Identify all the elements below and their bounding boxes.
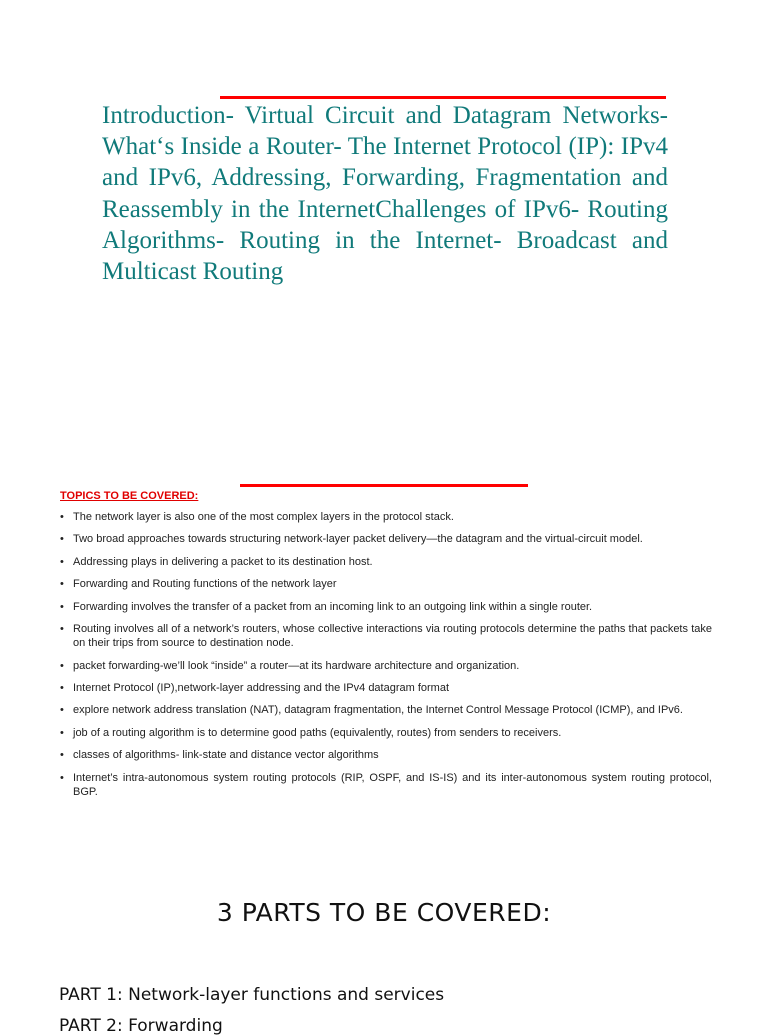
topic-item-text: Forwarding and Routing functions of the network layer bbox=[73, 578, 337, 591]
bullet-icon: • bbox=[60, 555, 64, 568]
topics-list bbox=[60, 511, 712, 808]
intro-paragraph: Introduction- Virtual Circuit and Datagram Networks- What‘s Inside a Router- The Internet Protocol (IP): IPv4 and IPv6, Addressing, Forwarding, Fragmentation and Reassembly in the InternetChallenges of IPv6- Routing Algorithms- Routing in the Internet- Broadcast and Multicast Routing bbox=[102, 102, 668, 286]
topic-item-text: classes of algorithms- link-state and distance vector algorithms bbox=[73, 749, 379, 762]
part-2-line: PART 2: Forwarding bbox=[59, 1016, 223, 1036]
topic-item bbox=[60, 682, 712, 696]
topics-heading: TOPICS TO BE COVERED: bbox=[60, 490, 199, 502]
bullet-icon: • bbox=[60, 704, 64, 717]
topic-item bbox=[60, 772, 712, 799]
middle-red-rule bbox=[240, 484, 528, 487]
topic-item-text: Addressing plays in delivering a packet to its destination host. bbox=[73, 555, 373, 568]
bullet-icon: • bbox=[60, 681, 64, 694]
topic-item-text: Internet’s intra-autonomous system routing protocols (RIP, OSPF, and IS-IS) and its inter-autonomous system routing protocol, BGP. bbox=[73, 771, 712, 798]
parts-heading: 3 PARTS TO BE COVERED: bbox=[216, 898, 552, 927]
part-1-line: PART 1: Network-layer functions and services bbox=[59, 985, 445, 1005]
topic-item bbox=[60, 533, 712, 547]
topic-item bbox=[60, 727, 712, 741]
bullet-icon: • bbox=[60, 771, 64, 784]
bullet-icon: • bbox=[60, 578, 64, 591]
bullet-icon: • bbox=[60, 533, 64, 546]
topic-item-text: The network layer is also one of the most complex layers in the protocol stack. bbox=[73, 511, 454, 523]
bullet-icon: • bbox=[60, 623, 64, 636]
topic-item-text: Forwarding involves the transfer of a packet from an incoming link to an outgoing link within a single router. bbox=[73, 600, 593, 613]
bullet-icon: • bbox=[60, 659, 64, 672]
topic-item-text: packet forwarding-we’ll look “inside” a router—at its hardware architecture and organization. bbox=[73, 659, 520, 672]
bullet-icon: • bbox=[60, 600, 64, 613]
bullet-icon: • bbox=[60, 726, 64, 739]
top-red-rule bbox=[220, 96, 666, 99]
topic-item-text: job of a routing algorithm is to determine good paths (equivalently, routes) from senders to receivers. bbox=[73, 726, 562, 739]
topic-item bbox=[60, 704, 712, 718]
topic-item-text: explore network address translation (NAT), datagram fragmentation, the Internet Control Message Protocol (ICMP), and IPv6. bbox=[73, 704, 683, 717]
topic-item bbox=[60, 623, 712, 650]
topic-item bbox=[60, 511, 712, 525]
topic-item bbox=[60, 749, 712, 763]
topic-item bbox=[60, 601, 712, 615]
bullet-icon: • bbox=[60, 749, 64, 762]
topic-item-text: Internet Protocol (IP),network-layer addressing and the IPv4 datagram format bbox=[73, 681, 450, 694]
topic-item bbox=[60, 660, 712, 674]
topic-item bbox=[60, 556, 712, 570]
topic-item bbox=[60, 578, 712, 592]
topic-item-text: Two broad approaches towards structuring network-layer packet delivery—the datagram and the virtual-circuit model. bbox=[73, 533, 643, 546]
topic-item-text: Routing involves all of a network’s routers, whose collective interactions via routing protocols determine the paths that packets take on their trips from source to destination node. bbox=[73, 623, 712, 650]
bullet-icon: • bbox=[60, 511, 64, 523]
